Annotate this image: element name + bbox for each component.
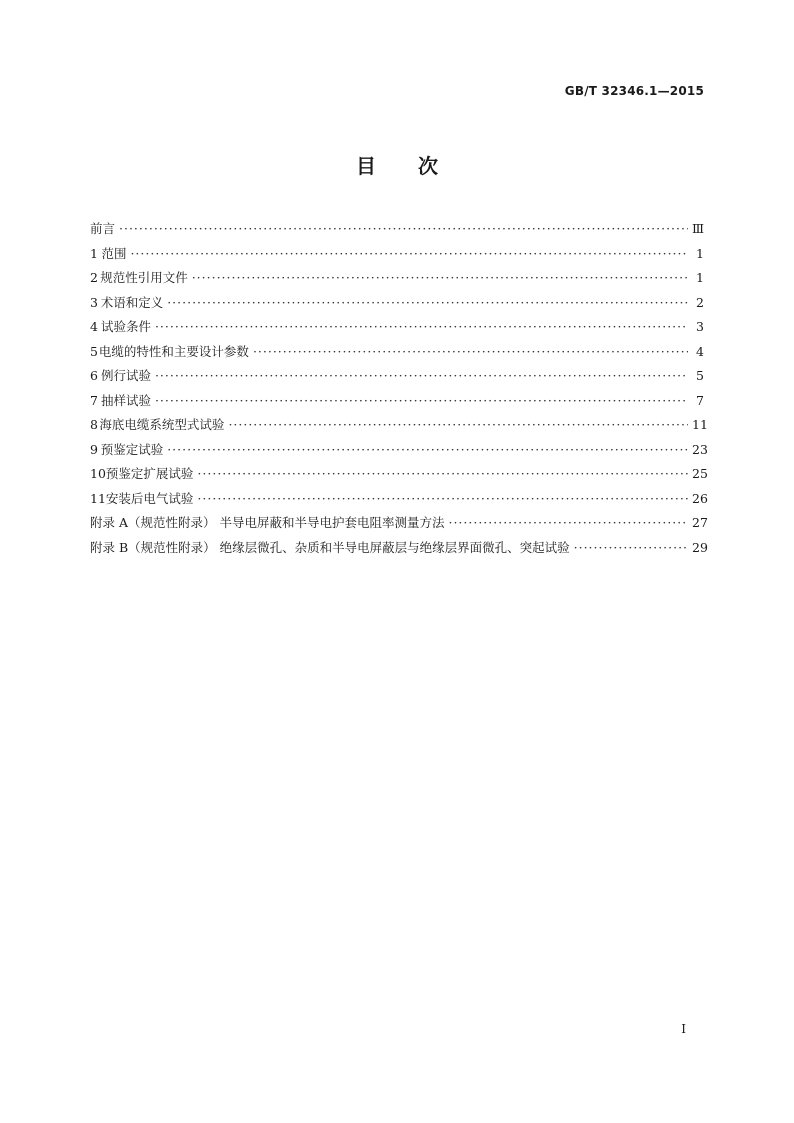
toc-entry-page: 2 bbox=[696, 294, 704, 310]
toc-entry-page: 1 bbox=[696, 270, 704, 285]
toc-entry[interactable] bbox=[90, 536, 708, 561]
toc-entry-page: 25 bbox=[692, 466, 708, 481]
toc-entry-number: 5 bbox=[90, 343, 98, 359]
toc-entry-title: 安装后电气试验 bbox=[105, 490, 194, 506]
toc-dot-leader bbox=[119, 217, 688, 242]
toc-entry-title: 电缆的特性和主要设计参数 bbox=[98, 343, 249, 359]
toc-entry[interactable] bbox=[90, 389, 704, 414]
toc-dot-leader bbox=[167, 291, 688, 316]
toc-entry[interactable] bbox=[90, 340, 704, 365]
toc-entry[interactable] bbox=[90, 315, 704, 340]
toc-title-char-1: 目 bbox=[356, 154, 376, 178]
toc-entry-number: 9 bbox=[90, 441, 98, 457]
toc-title-char-2: 次 bbox=[418, 154, 438, 178]
toc-entry[interactable] bbox=[90, 364, 704, 389]
toc-entry-title: 附录 A（规范性附录） 半导电屏蔽和半导电护套电阻率测量方法 bbox=[90, 515, 445, 530]
toc-entry-title: 海底电缆系统型式试验 bbox=[99, 417, 225, 432]
toc-entry-page: 7 bbox=[696, 392, 704, 408]
toc-entry-page: 23 bbox=[692, 441, 708, 457]
toc-entry-title: 附录 B（规范性附录） 绝缘层微孔、杂质和半导电屏蔽层与绝缘层界面微孔、突起试验 bbox=[90, 539, 570, 555]
toc-dot-leader bbox=[197, 487, 688, 512]
toc-entry[interactable] bbox=[90, 511, 708, 536]
toc-title bbox=[0, 150, 794, 179]
toc-entry-page: 11 bbox=[692, 417, 708, 432]
toc-entry-page: 27 bbox=[692, 515, 708, 530]
toc-entry-number: 4 bbox=[90, 319, 98, 334]
toc-entry-number: 3 bbox=[90, 294, 98, 310]
table-of-contents bbox=[90, 217, 708, 560]
toc-entry[interactable] bbox=[90, 487, 708, 512]
toc-entry-title: 预鉴定扩展试验 bbox=[105, 466, 194, 481]
toc-entry-title: 范围 bbox=[101, 245, 127, 261]
toc-entry-number: 7 bbox=[90, 392, 98, 408]
toc-entry-number: 1 bbox=[90, 245, 98, 261]
toc-dot-leader bbox=[197, 462, 688, 487]
toc-entry[interactable] bbox=[90, 217, 704, 242]
standard-code: GB/T 32346.1—2015 bbox=[564, 84, 704, 98]
toc-entry-page: 1 bbox=[696, 245, 704, 261]
toc-entry-page: 4 bbox=[696, 343, 704, 359]
toc-entry-page: Ⅲ bbox=[692, 221, 705, 236]
toc-dot-leader bbox=[228, 413, 688, 438]
toc-dot-leader bbox=[155, 315, 688, 340]
toc-dot-leader bbox=[192, 266, 688, 291]
toc-entry-number: 10 bbox=[90, 466, 106, 481]
toc-entry-page: 29 bbox=[692, 539, 708, 555]
toc-dot-leader bbox=[253, 340, 688, 365]
toc-dot-leader bbox=[155, 389, 688, 414]
toc-entry-number: 6 bbox=[90, 368, 98, 383]
toc-entry-title: 试验条件 bbox=[100, 319, 151, 334]
toc-entry[interactable] bbox=[90, 462, 708, 487]
toc-dot-leader bbox=[574, 536, 688, 561]
toc-entry-number: 8 bbox=[90, 417, 98, 432]
toc-entry[interactable] bbox=[90, 438, 708, 463]
toc-entry[interactable] bbox=[90, 291, 704, 316]
toc-dot-leader bbox=[155, 364, 688, 389]
toc-dot-leader bbox=[130, 242, 688, 267]
toc-entry[interactable] bbox=[90, 266, 704, 291]
toc-entry-page: 26 bbox=[692, 490, 708, 506]
toc-entry-number: 11 bbox=[90, 490, 106, 506]
toc-entry[interactable] bbox=[90, 242, 704, 267]
toc-dot-leader bbox=[448, 511, 688, 536]
toc-entry-title: 预鉴定试验 bbox=[100, 441, 164, 457]
toc-entry-title: 前言 bbox=[90, 221, 116, 236]
toc-entry-title: 例行试验 bbox=[100, 368, 151, 383]
toc-entry-number: 2 bbox=[90, 270, 98, 285]
page-number: I bbox=[681, 1022, 686, 1036]
toc-dot-leader bbox=[167, 438, 688, 463]
toc-entry-page: 3 bbox=[696, 319, 704, 334]
toc-entry-page: 5 bbox=[696, 368, 704, 383]
toc-entry-title: 抽样试验 bbox=[100, 392, 151, 408]
toc-entry[interactable] bbox=[90, 413, 708, 438]
toc-entry-title: 规范性引用文件 bbox=[100, 270, 188, 285]
toc-entry-title: 术语和定义 bbox=[100, 294, 164, 310]
